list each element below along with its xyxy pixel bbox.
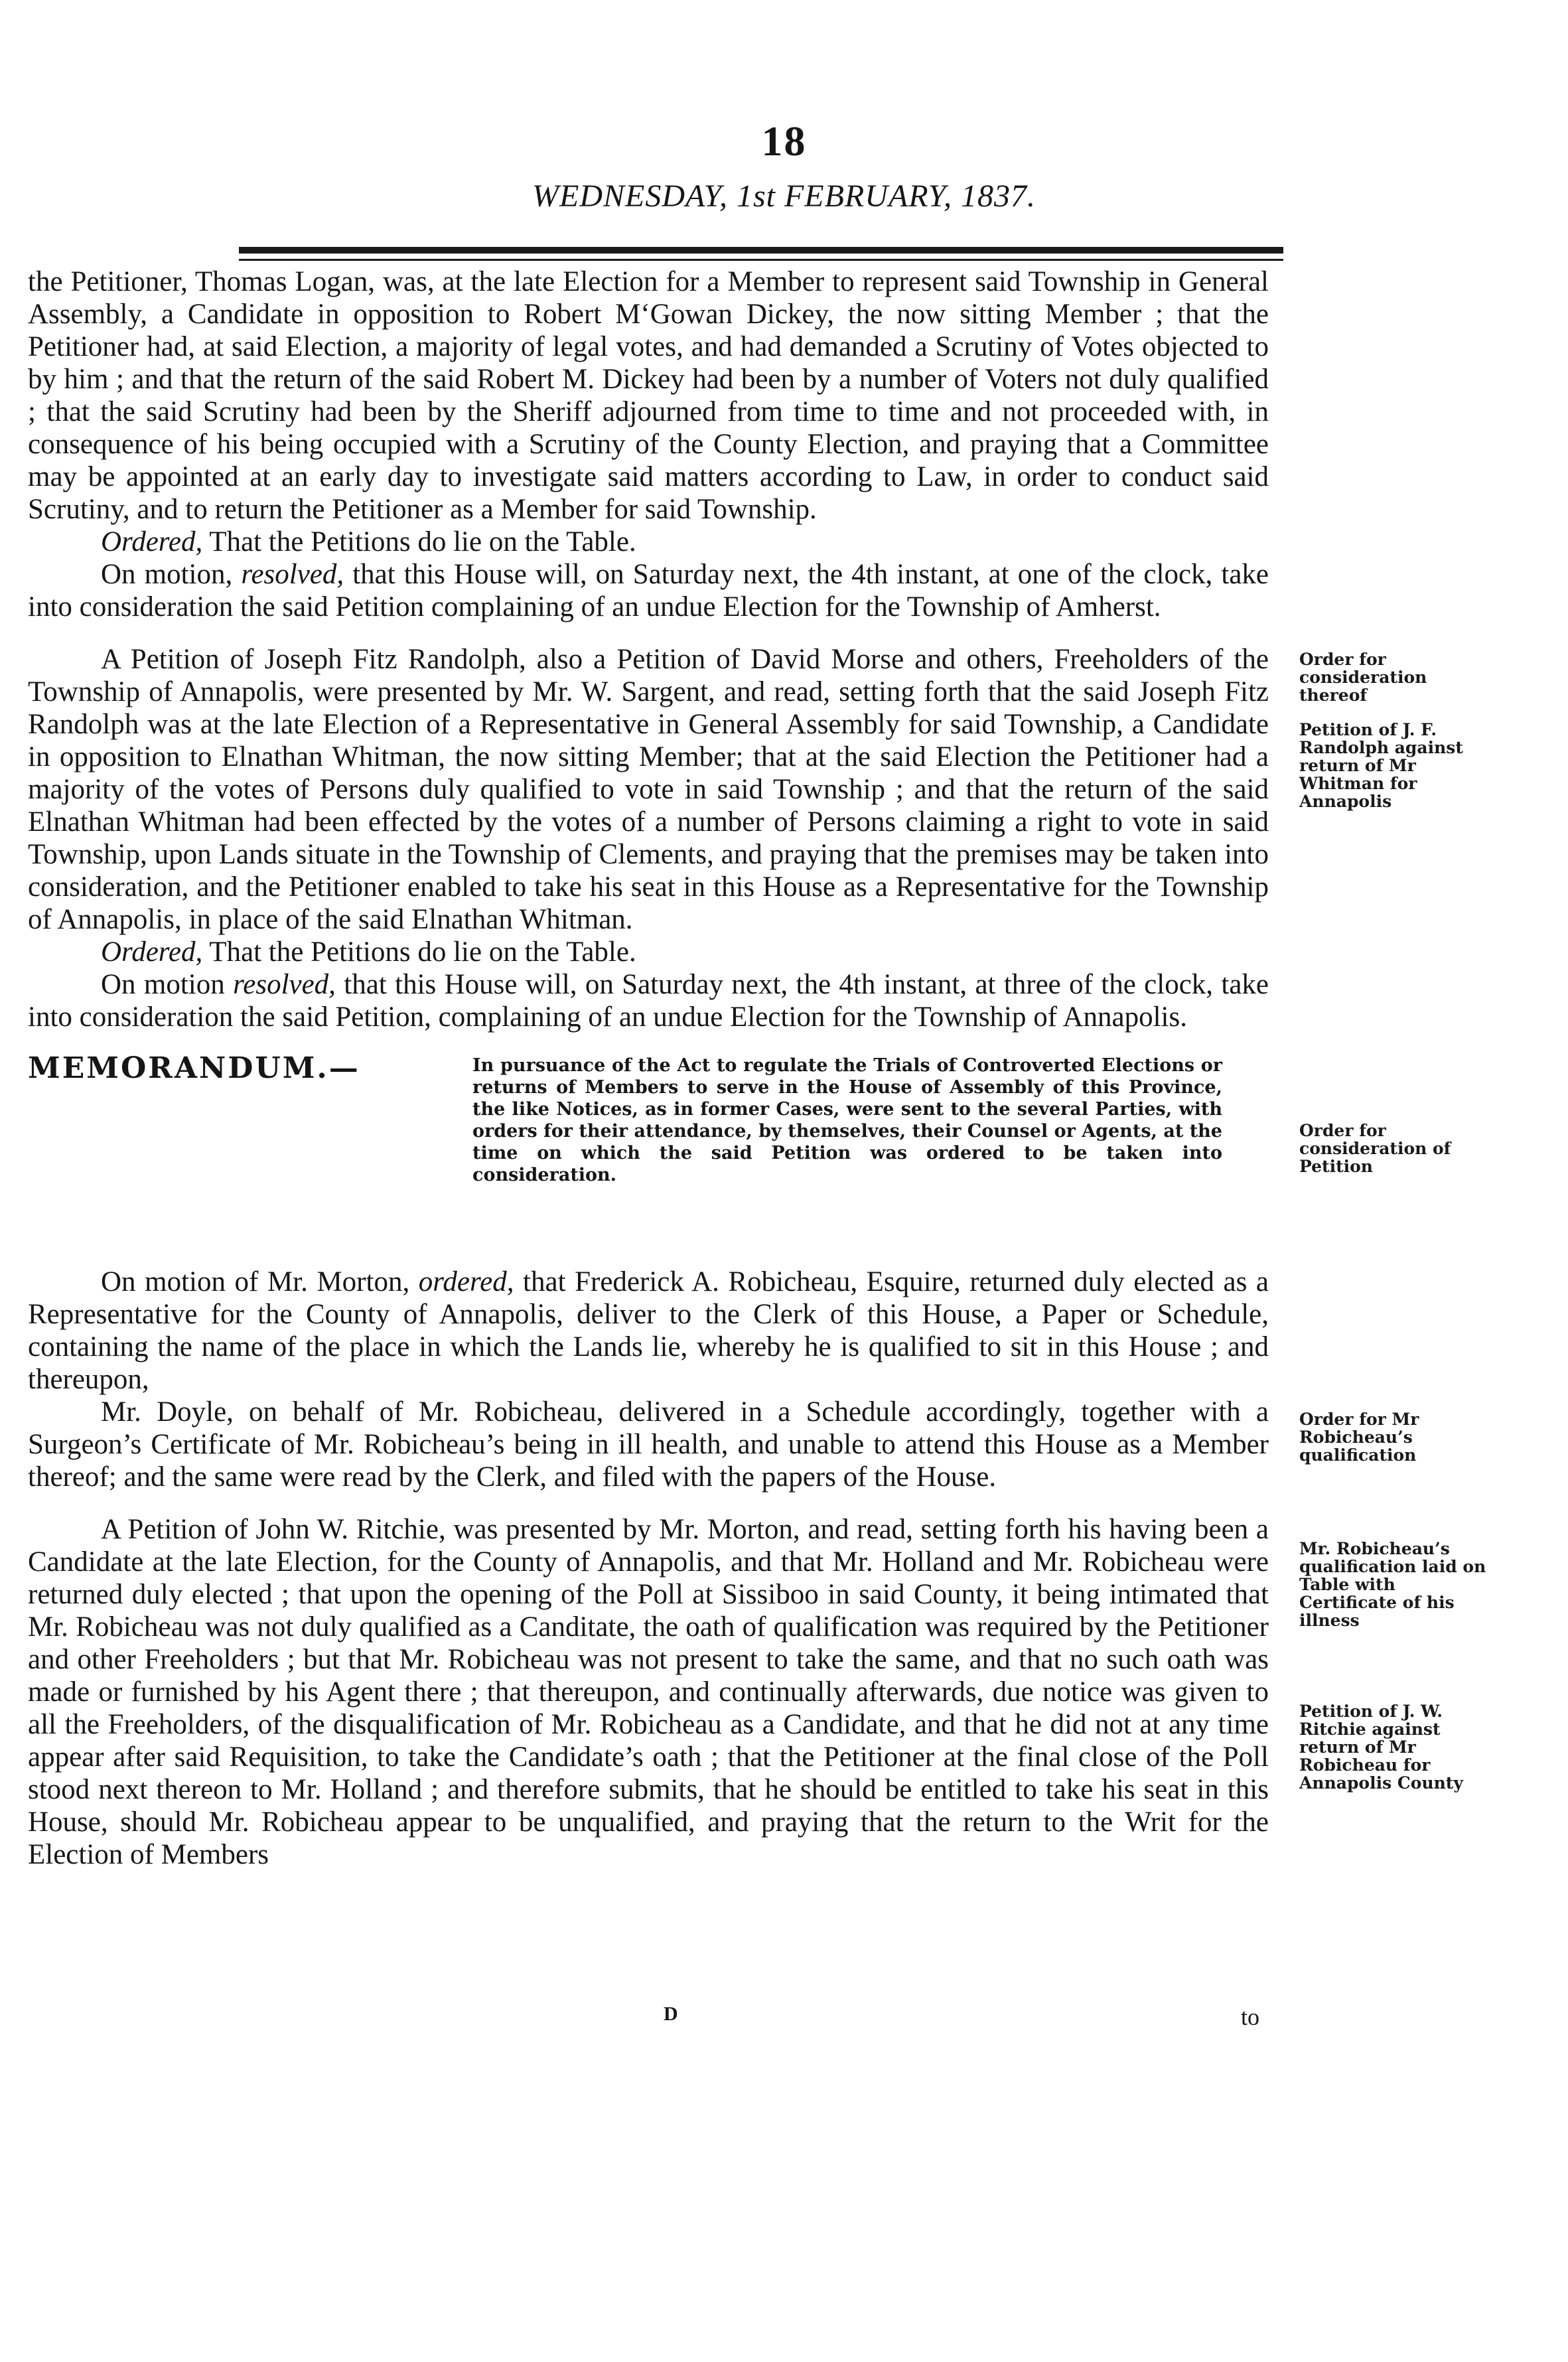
margin-note-ritchie-petition: Petition of J. W. Ritchie against return of Mr Robicheau for Annapolis County xyxy=(1299,1702,1463,1793)
motion-text: that this House will, on Saturday next, the 4th instant, at one of the clock, take into consideration the said Petition complaining of an undue Election for the Township of Amherst. xyxy=(28,559,1269,623)
paragraph-motion-annapolis xyxy=(28,968,1269,1033)
paragraph-logan-petition: the Petitioner, Thomas Logan, was, at the late Election for a Member to represent said Township in General Assembly, a Candidate in opposition to Robert M‘Gowan Dickey, the now sitting Member ; that the Petitioner had, at said Election, a majority of legal votes, and had demanded a Scrutiny of Votes objected to by him ; and that the return of the said Robert M. Dickey had been by a number of Voters not duly qualified ; that the said Scrutiny had been by the Sheriff adjourned from time to time and not proceeded with, in consequence of his being occupied with a Scrutiny of the County Election, and praying that a Committee may be appointed at an early day to investigate said matters according to Law, in order to conduct said Scrutiny, and to return the Petitioner as a Member for said Township. xyxy=(28,266,1269,525)
paragraph-ordered-table-2 xyxy=(28,936,1269,968)
paragraph-randolph-petition: A Petition of Joseph Fitz Randolph, also a Petition of David Morse and others, Freeholders of the Township of Annapolis, were presented by Mr. W. Sargent, and read, setting forth that the said Joseph Fitz Randolph was at the late Election of a Representative in General Assembly for said Township, a Candidate in opposition to Elnathan Whitman, the now sitting Member; that at the said Election the Petitioner had a majority of the votes of Persons duly qualified to vote in said Township ; and that the return of the said Elnathan Whitman had been effected by the votes of a number of Persons claiming a right to vote in said Township, upon Lands situate in the Township of Clements, and praying that the premises may be taken into consideration, and the Petitioner enabled to take his seat in this House as a Representative for the Township of Annapolis, in place of the said Elnathan Whitman. xyxy=(28,644,1269,935)
paragraph-ritchie-petition: A Petition of John W. Ritchie, was presented by Mr. Morton, and read, setting forth his having been a Candidate at the late Election, for the County of Annapolis, and that Mr. Holland and Mr. Robicheau were returned duly elected ; that upon the opening of the Poll at Sissiboo in said County, it being intimated that Mr. Robicheau was not duly qualified as a Canditate, the oath of qualification was required by the Petitioner and other Freeholders ; but that Mr. Robicheau was not present to take the same, and that no such oath was made or furnished by his Agent there ; that thereupon, and continually afterwards, due notice was given to all the Freeholders, of the disqualification of Mr. Robicheau as a Candidate, and that he did not at any time appear after said Requisition, to take the Candidate’s oath ; that the Petitioner at the final close of the Poll stood next thereon to Mr. Holland ; and therefore submits, that he should be entitled to take his seat in this House, should Mr. Robicheau appear to be unqualified, and praying that the return to the Writ for the Election of Members xyxy=(28,1514,1269,1870)
paragraph-doyle-schedule: Mr. Doyle, on behalf of Mr. Robicheau, delivered in a Schedule accordingly, together with a Surgeon’s Certificate of Mr. Robicheau’s being in ill health, and unable to attend this House as a Member thereof; and the same were read by the Clerk, and filed with the papers of the House. xyxy=(28,1396,1269,1493)
ordered-text: That the Petitions do lie on the Table. xyxy=(202,526,636,557)
margin-note-randolph-petition: Petition of J. F. Randolph against return of Mr Whitman for Annapolis xyxy=(1299,720,1463,811)
ordered-label: Ordered, xyxy=(101,526,203,557)
margin-note-order-amherst: Order for consideration thereof xyxy=(1299,650,1427,705)
motion-lead: On motion xyxy=(101,969,234,1000)
memorandum-text: In pursuance of the Act to regulate the Trials of Controverted Elections or returns of Members to serve in the House of Assembly of this Province, the like Notices, as in former Cases, were sent to the several Parties, with orders for their attendance, by themselves, their Counsel or Agents, at the time on which the said Petition was ordered to be taken into consideration. xyxy=(472,1055,1222,1185)
margin-note-robicheau-illness: Mr. Robicheau’s qualification laid on Table with Certificate of his illness xyxy=(1299,1539,1486,1630)
journal-body xyxy=(28,265,1269,1871)
ordered-label: Ordered, xyxy=(101,936,203,968)
header-rule-thin xyxy=(239,259,1283,261)
motion-resolved: resolved, xyxy=(233,969,336,1000)
motion-lead: On motion, xyxy=(101,559,242,590)
memorandum-dash: — xyxy=(328,1051,360,1085)
motion-ordered: ordered, xyxy=(418,1266,514,1297)
motion-lead: On motion of Mr. Morton, xyxy=(101,1266,419,1297)
motion-text: that Frederick A. Robicheau, Esquire, returned duly elected as a Representative for the County of Annapolis, deliver to the Clerk of this House, a Paper or Schedule, containing the name of the place in which the Lands lie, whereby he is qualified to sit in this House ; and thereupon, xyxy=(28,1266,1269,1395)
motion-resolved: resolved, xyxy=(241,559,344,590)
header-rule-thick xyxy=(239,247,1283,254)
memorandum-block xyxy=(28,1047,1269,1266)
date-heading: WEDNESDAY, 1st FEBRUARY, 1837. xyxy=(532,179,1036,214)
margin-note-order-petition: Order for consideration of Petition xyxy=(1299,1121,1451,1176)
paragraph-motion-amherst xyxy=(28,558,1269,623)
paragraph-ordered-table-1 xyxy=(28,526,1269,558)
page-number: 18 xyxy=(761,117,807,165)
signature-mark: D xyxy=(664,2003,678,2025)
ordered-text: That the Petitions do lie on the Table. xyxy=(202,936,636,968)
paragraph-robicheau-order xyxy=(28,1266,1269,1396)
margin-note-robicheau-qualification: Order for Mr Robicheau’s qualification xyxy=(1299,1410,1419,1465)
motion-text: that this House will, on Saturday next, the 4th instant, at three of the clock, take into consideration the said Petition, complaining of an undue Election for the Township of Annapolis. xyxy=(28,969,1269,1033)
catchword: to xyxy=(1241,2004,1260,2030)
memorandum-heading: MEMORANDUM.— xyxy=(28,1051,360,1085)
